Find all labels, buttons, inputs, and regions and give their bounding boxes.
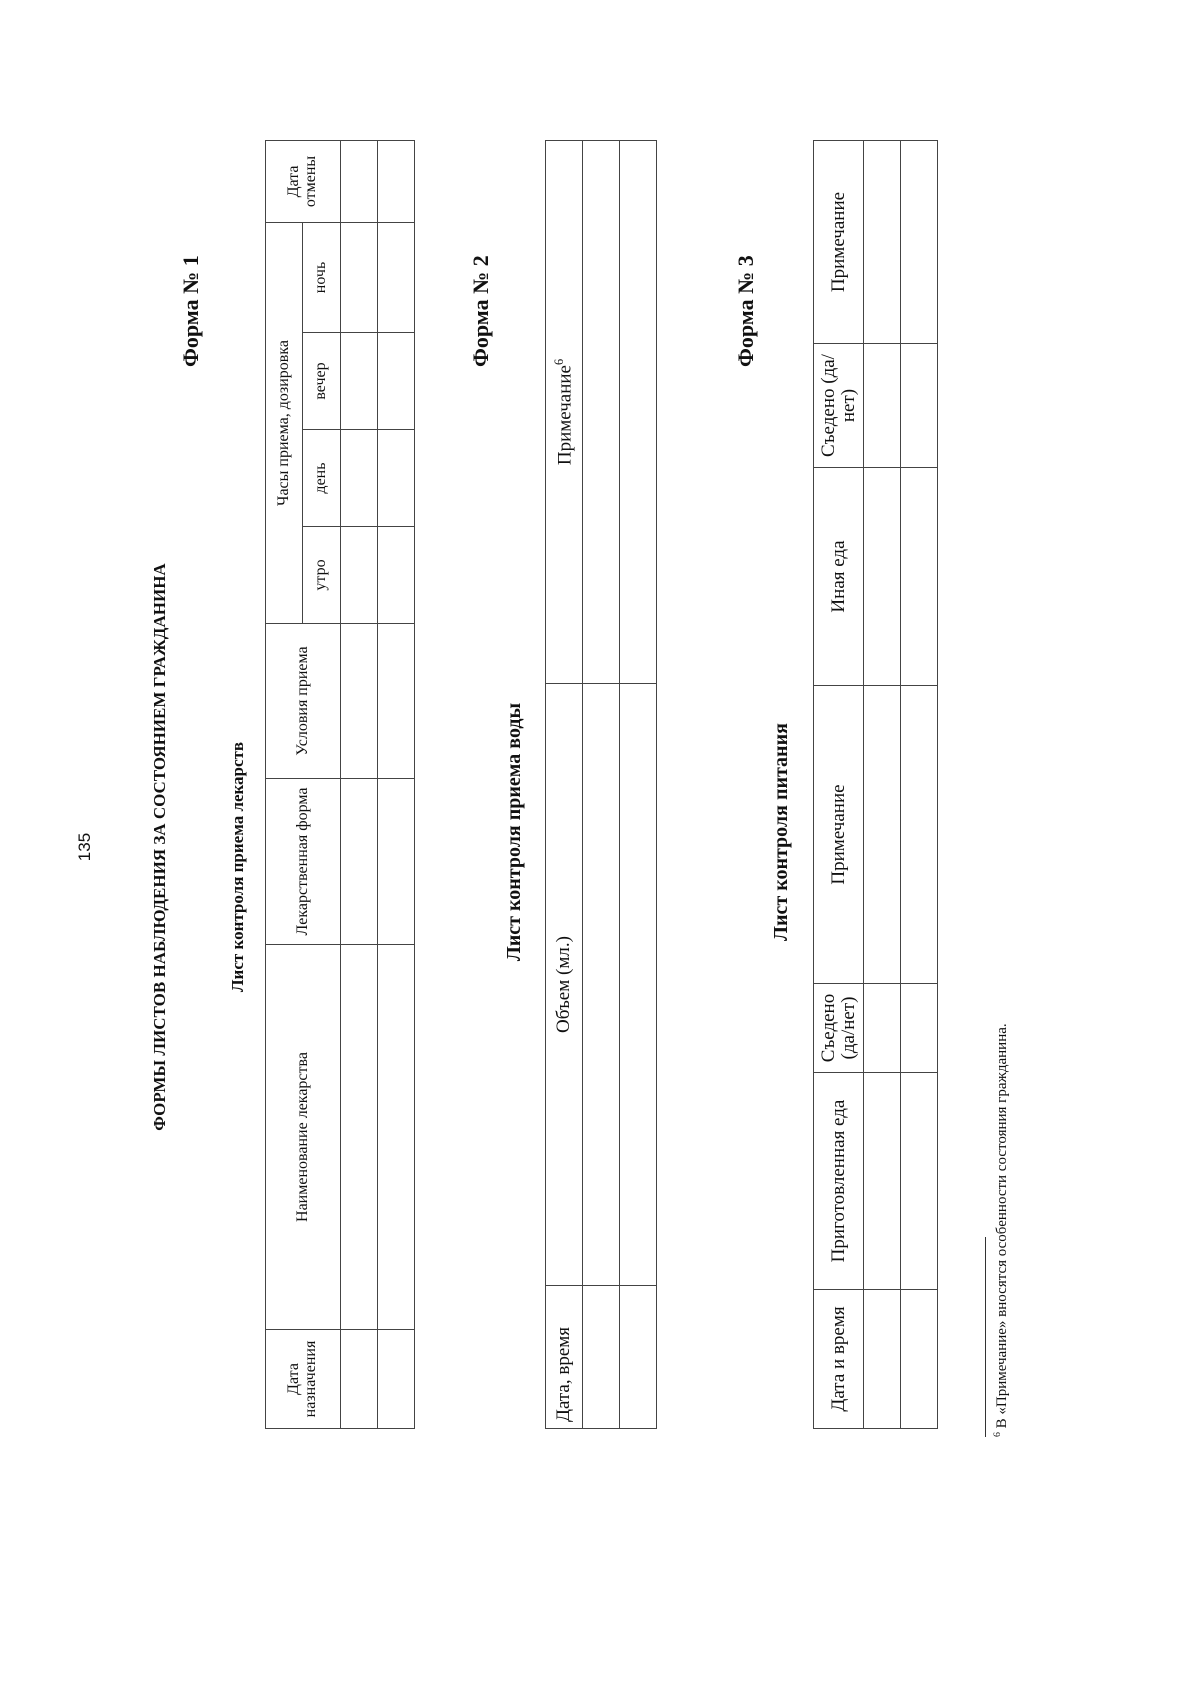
table-cell[interactable] (901, 1290, 938, 1429)
table-cell[interactable] (620, 1286, 657, 1429)
table-cell[interactable] (864, 141, 901, 344)
table-cell[interactable] (378, 333, 415, 430)
table-cell[interactable] (620, 684, 657, 1286)
table-cell[interactable] (901, 141, 938, 344)
table-cell[interactable] (583, 141, 620, 684)
header-drug-name: Наименование лекарства (266, 945, 341, 1330)
footnote-text: В «Примечание» вносятся особенности состояния гражданина. (994, 1023, 1010, 1429)
page-number: 135 (75, 832, 94, 862)
table-cell[interactable] (901, 1073, 938, 1290)
header-prepared-food: Приготовленная еда (814, 1073, 864, 1290)
table-cell[interactable] (378, 779, 415, 945)
table-row (341, 140, 378, 1428)
header-night: ночь (303, 222, 341, 332)
table-cell[interactable] (341, 333, 378, 430)
footnote-marker: 6 (992, 1432, 1003, 1437)
table-cell[interactable] (864, 468, 901, 686)
header-eaten-2: Съедено (да/нет) (814, 344, 864, 468)
table-cell[interactable] (341, 222, 378, 332)
table-cell[interactable] (864, 1073, 901, 1290)
header-other-food: Иная еда (814, 468, 864, 686)
table-cell[interactable] (901, 468, 938, 686)
header-morning: утро (303, 527, 341, 624)
table-cell[interactable] (583, 1286, 620, 1429)
table-cell[interactable] (341, 527, 378, 624)
table-row (378, 140, 415, 1428)
table-cell[interactable] (378, 222, 415, 332)
header-note-text: Примечание (554, 365, 576, 466)
table-row (864, 141, 901, 1429)
header-note: Примечание (814, 686, 864, 984)
form2-label: Форма № 2 (468, 255, 493, 367)
table-cell[interactable] (901, 686, 938, 984)
header-eaten: Съедено (да/нет) (814, 984, 864, 1073)
table-cell[interactable] (901, 984, 938, 1073)
page-title: ФОРМЫ ЛИСТОВ НАБЛЮДЕНИЯ ЗА СОСТОЯНИЕМ ГРАЖДАНИНА (150, 563, 169, 1131)
form3-subtitle: Лист контроля питания (770, 723, 792, 941)
header-date-assigned: Дата назначения (266, 1330, 341, 1429)
table-cell[interactable] (864, 984, 901, 1073)
table-cell[interactable] (864, 344, 901, 468)
header-note-2: Примечание (814, 141, 864, 344)
table-cell[interactable] (864, 1290, 901, 1429)
header-datetime: Дата, время (546, 1286, 583, 1429)
header-evening: вечер (303, 333, 341, 430)
table-cell[interactable] (341, 945, 378, 1330)
footnote (992, 1023, 1011, 1437)
header-note (546, 141, 583, 684)
table-cell[interactable] (341, 140, 378, 222)
table-cell[interactable] (341, 624, 378, 779)
table-row (620, 141, 657, 1429)
header-hours-group: Часы приема, дозировка (266, 222, 303, 623)
header-conditions: Условия приема (266, 624, 341, 779)
table-cell[interactable] (341, 779, 378, 945)
form3-label: Форма № 3 (733, 255, 758, 367)
table-cell[interactable] (378, 624, 415, 779)
form3-table (813, 140, 938, 1429)
table-row (583, 141, 620, 1429)
header-cancel-date: Дата отмены (266, 140, 341, 222)
form2-table (545, 140, 657, 1429)
document-page (0, 155, 1060, 1697)
table-cell[interactable] (341, 430, 378, 527)
table-cell[interactable] (901, 344, 938, 468)
form2-subtitle: Лист контроля приема воды (503, 702, 525, 962)
table-cell[interactable] (864, 686, 901, 984)
table-cell[interactable] (378, 527, 415, 624)
footnote-ref: 6 (551, 358, 566, 366)
table-cell[interactable] (620, 141, 657, 684)
table-cell[interactable] (583, 684, 620, 1286)
table-cell[interactable] (378, 140, 415, 222)
table-cell[interactable] (378, 945, 415, 1330)
header-day: день (303, 430, 341, 527)
header-drug-form: Лекарственная форма (266, 779, 341, 945)
table-cell[interactable] (341, 1330, 378, 1429)
table-cell[interactable] (378, 430, 415, 527)
table-row (901, 141, 938, 1429)
header-datetime: Дата и время (814, 1290, 864, 1429)
footnote-divider (985, 1237, 986, 1437)
form1-label: Форма № 1 (178, 255, 203, 367)
table-cell[interactable] (378, 1330, 415, 1429)
header-volume: Объем (мл.) (546, 684, 583, 1286)
form1-table (265, 140, 415, 1429)
form1-subtitle: Лист контроля приема лекарств (228, 741, 247, 993)
